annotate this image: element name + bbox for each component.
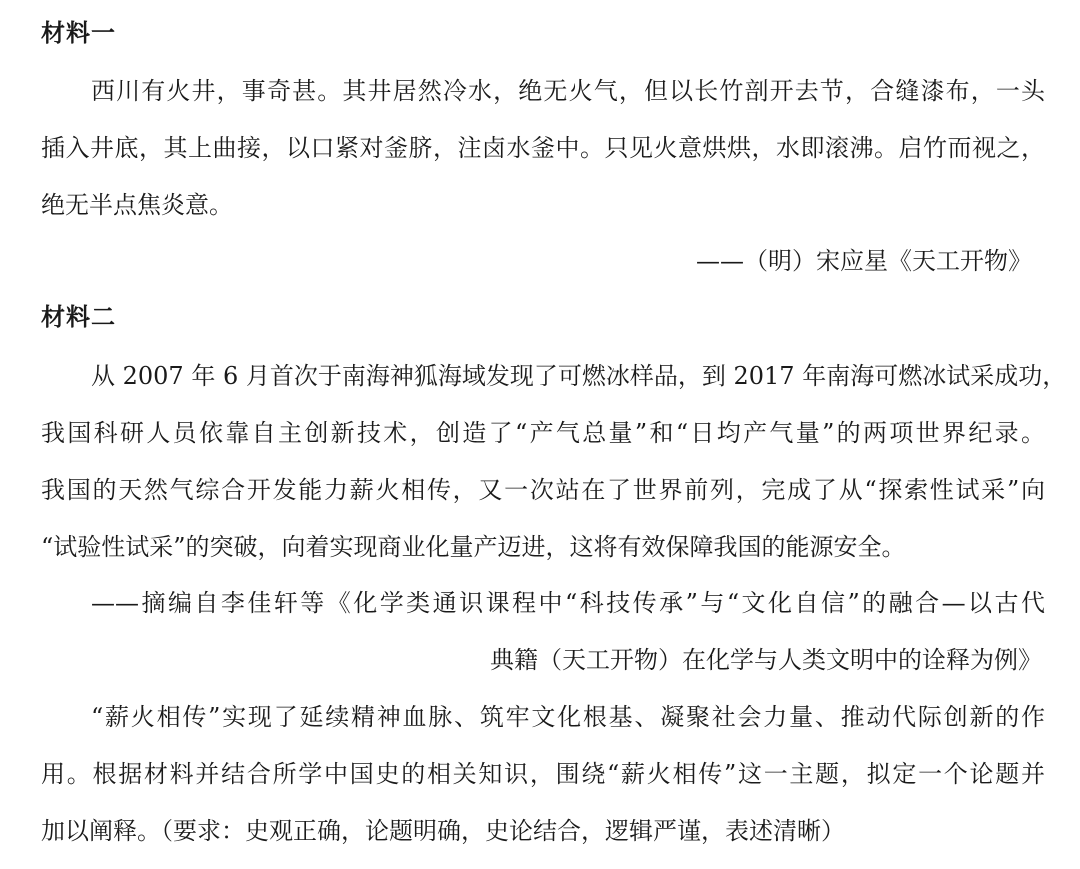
material-2-line-4: “试验性试采”的突破，向着实现商业化量产迈进，这将有效保障我国的能源安全。 bbox=[41, 533, 906, 561]
material-2-source-line-1: ——摘编自李佳轩等《化学类通识课程中“科技传承”与“文化自信”的融合—以古代 bbox=[91, 589, 1045, 617]
material-1-line-3: 绝无半点焦炎意。 bbox=[41, 191, 233, 219]
material-2-source-line-2: 典籍（天工开物）在化学与人类文明中的诠释为例》 bbox=[490, 646, 1042, 674]
material-2-line-2: 我国科研人员依靠自主创新技术，创造了“产气总量”和“日均产气量”的两项世界纪录。 bbox=[41, 419, 1045, 447]
material-1-heading: 材料一 bbox=[41, 19, 116, 47]
material-2-heading: 材料二 bbox=[41, 303, 116, 331]
question-line-1: “薪火相传”实现了延续精神血脉、筑牢文化根基、凝聚社会力量、推动代际创新的作 bbox=[91, 703, 1045, 731]
material-2-line-1: 从 2007 年 6 月首次于南海神狐海域发现了可燃冰样品，到 2017 年南海可燃冰试采成功， bbox=[91, 362, 1067, 390]
material-1-line-1: 西川有火井，事奇甚。其井居然冷水，绝无火气，但以长竹剖开去节，合缝漆布，一头 bbox=[91, 77, 1045, 105]
material-2-line-3: 我国的天然气综合开发能力薪火相传，又一次站在了世界前列，完成了从“探索性试采”向 bbox=[41, 476, 1045, 504]
question-line-3: 加以阐释。（要求：史观正确，论题明确，史论结合，逻辑严谨，表述清晰） bbox=[41, 817, 845, 845]
material-1-line-2: 插入井底，其上曲接，以口紧对釜脐，注卤水釜中。只见火意烘烘，水即滚沸。启竹而视之， bbox=[41, 134, 1045, 162]
question-line-2: 用。根据材料并结合所学中国史的相关知识，围绕“薪火相传”这一主题，拟定一个论题并 bbox=[41, 760, 1045, 788]
material-1-source: ——（明）宋应星《天工开物》 bbox=[696, 247, 1032, 275]
